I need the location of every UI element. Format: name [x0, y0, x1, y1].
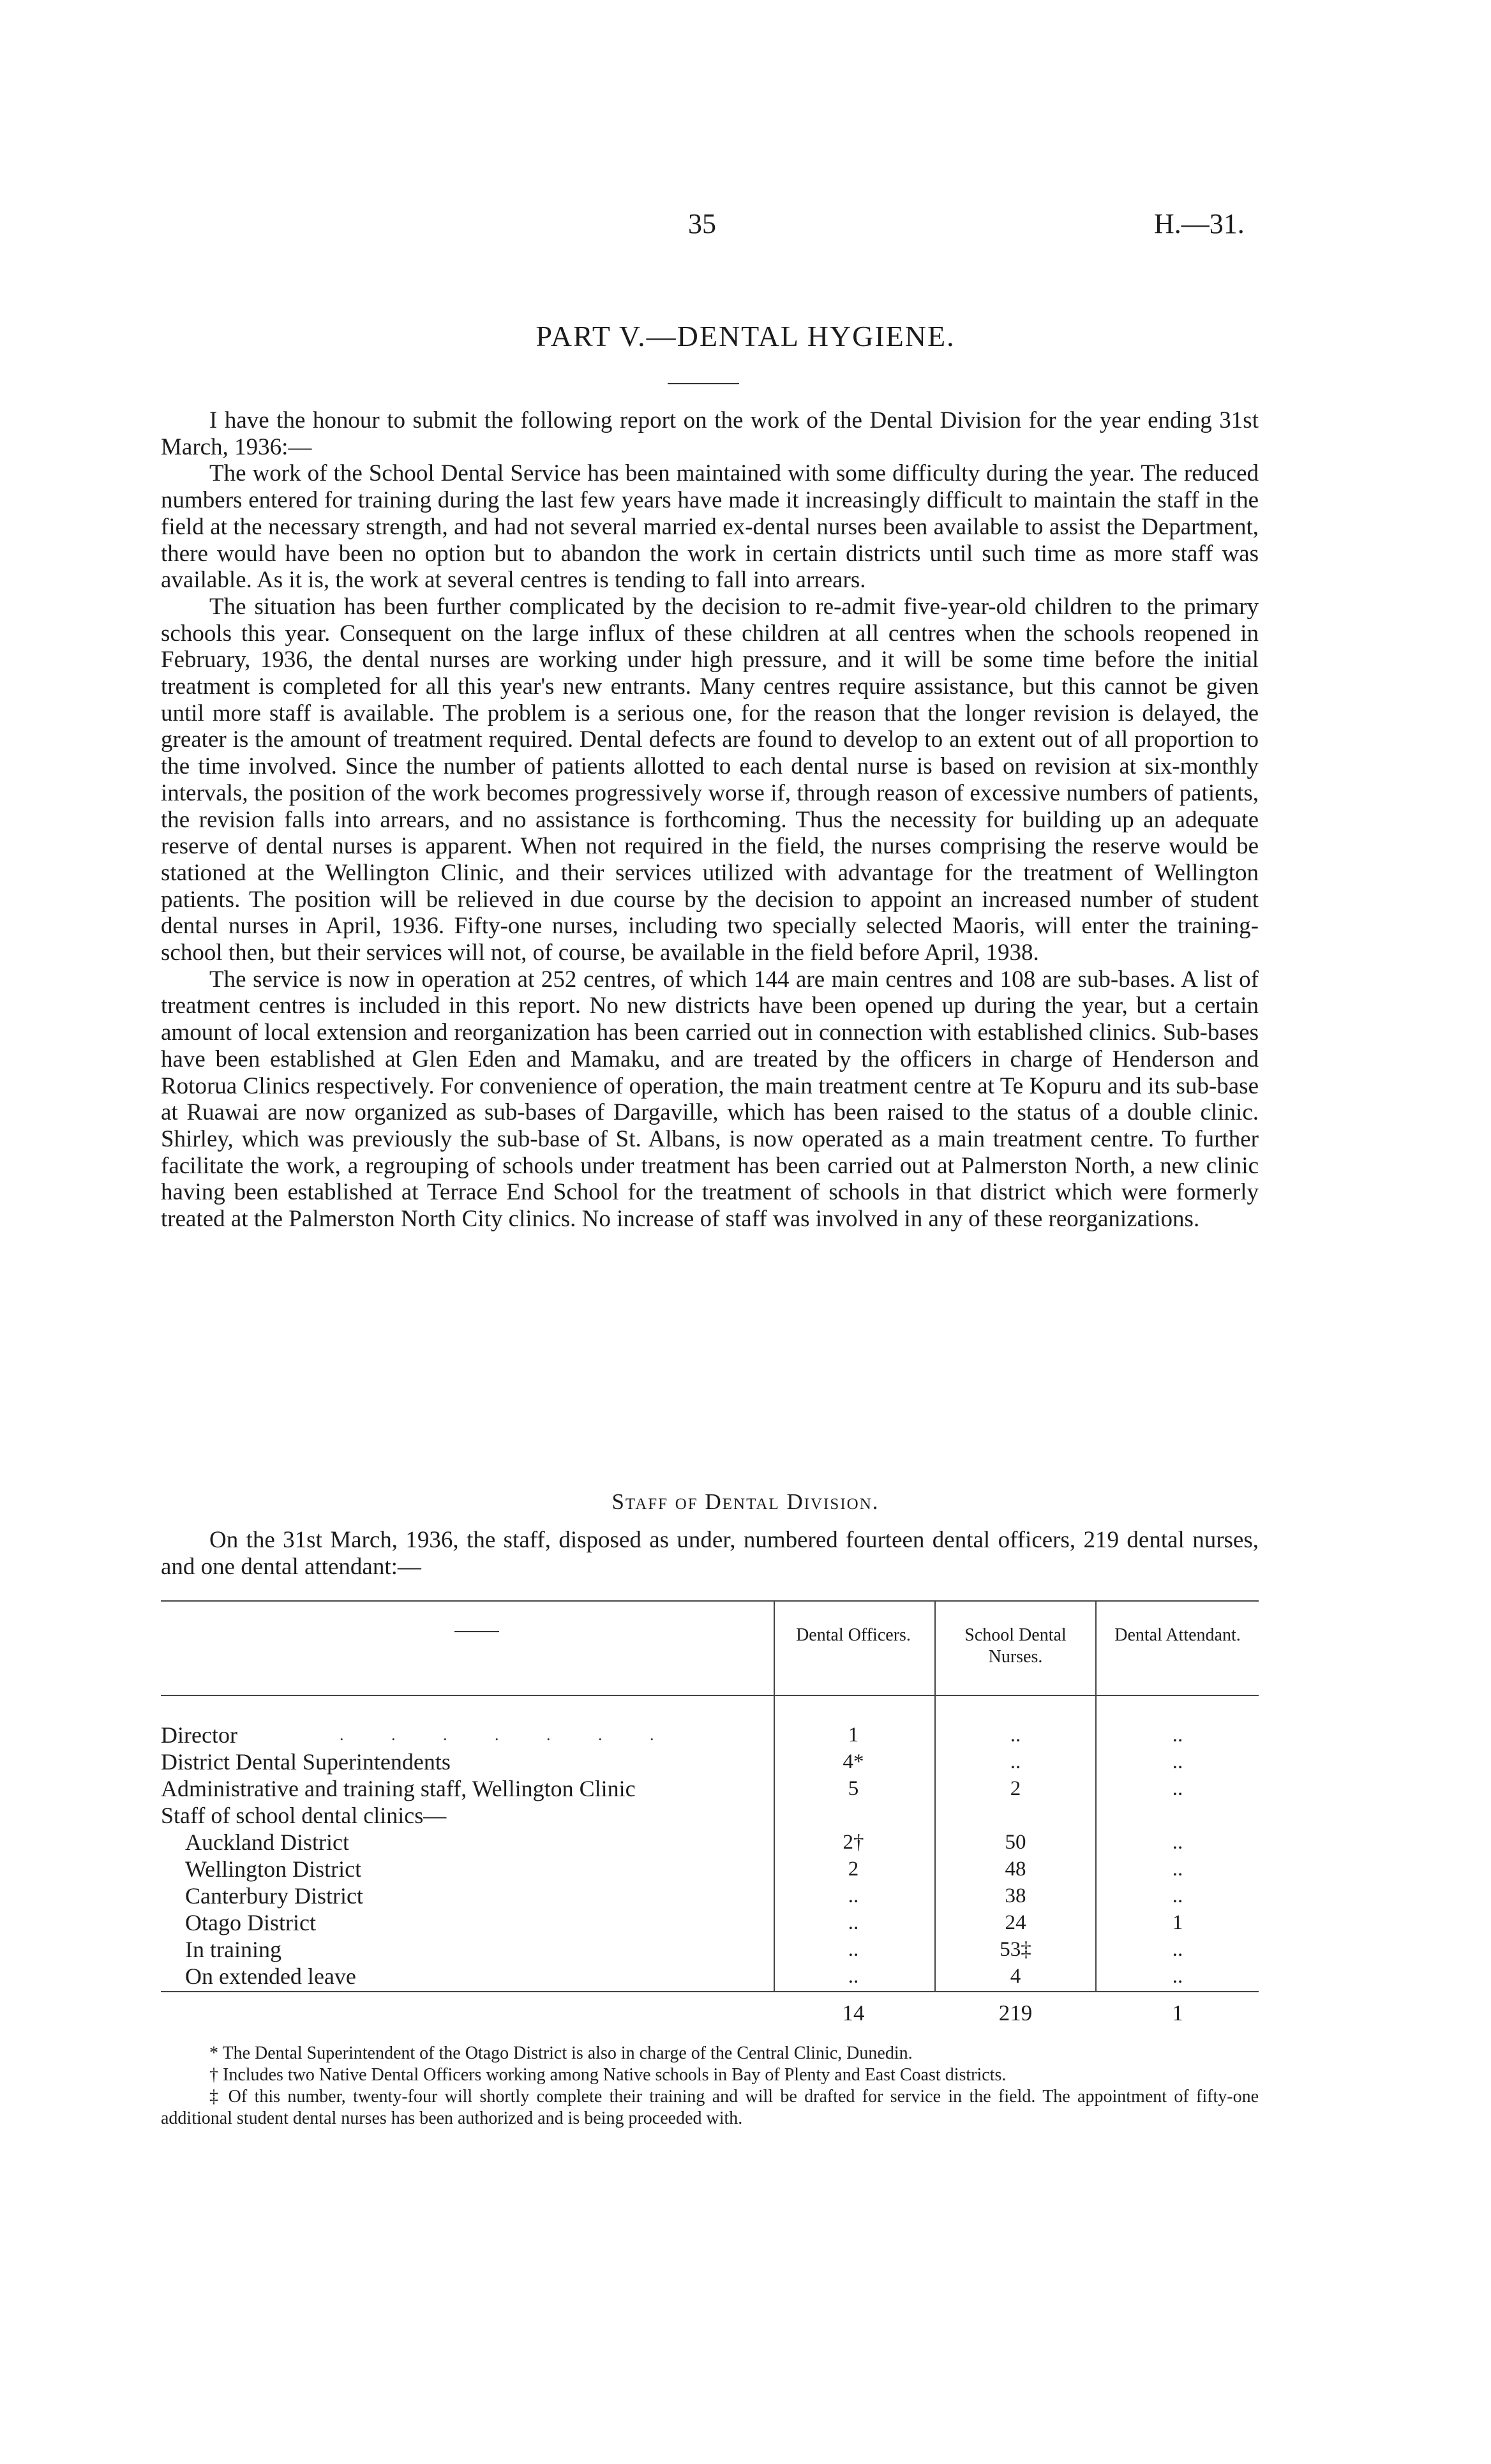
- officers-cell: 4*: [843, 1750, 864, 1773]
- officers-cell: ..: [848, 1911, 859, 1934]
- nurses-cell: 38: [1005, 1884, 1026, 1907]
- nurses-cell: ..: [1010, 1750, 1021, 1773]
- officers-cell: ..: [848, 1938, 859, 1961]
- attendant-cell: ..: [1172, 1938, 1183, 1961]
- part-title: PART V.—DENTAL HYGIENE.: [536, 320, 955, 352]
- attendant-cell: ..: [1172, 1724, 1183, 1747]
- officers-cell: ..: [848, 1884, 859, 1907]
- officers-total: 14: [842, 2001, 865, 2025]
- paragraph-centres: The service is now in operation at 252 centres, of which 144 are main centres and 108 are sub-bases. A list of treatment centres is included in this report. No new districts have been opened up during the year, but a certain amount of local extension and reorganization has been carried out in connection with established clinics. Sub-bases have been established at Glen Eden and Mamaku, and are treated by the officers in charge of Henderson and Rotorua Clinics respectively. For convenience of operation, the main treatment centre at Te Kopuru and its sub-base at Ruawai are now organized as sub-bases of Dargaville, which has been raised to the status of a double clinic. Shirley, which was previously the sub-base of St. Albans, is now operated as a main treatment centre. To further facilitate the work, a regrouping of schools under treatment has been carried out at Palmerston North, a new clinic having been established at Terrace End School for the treatment of schools in that district which were formerly treated at the Palmerston North City clinics. No increase of staff was involved in any of these reorganizations.: [161, 966, 1259, 1233]
- table-row: [161, 1829, 1259, 1856]
- attendant-cell: ..: [1172, 1831, 1183, 1854]
- table-header-rule: [161, 1695, 1259, 1696]
- table-row: [161, 1882, 1259, 1909]
- attendant-cell: ..: [1172, 1965, 1183, 1988]
- label-column-header-dash: [454, 1631, 499, 1632]
- table-row: [161, 1802, 1259, 1829]
- table-row: [161, 1775, 1259, 1802]
- table-top-rule: [161, 1600, 1259, 1602]
- row-label: Canterbury District: [185, 1883, 363, 1909]
- document-reference: H.—31.: [1154, 208, 1245, 239]
- nurses-cell: 50: [1005, 1831, 1026, 1854]
- row-label: Wellington District: [185, 1856, 362, 1882]
- nurses-cell: 53‡: [1000, 1938, 1031, 1961]
- attendant-cell: 1: [1172, 1911, 1183, 1934]
- table-bottom-rule: [161, 1991, 1259, 1992]
- page-header: [0, 207, 1491, 252]
- nurses-cell: 48: [1005, 1858, 1026, 1881]
- table-total-row: [161, 2000, 1259, 2027]
- table-row: [161, 1722, 1259, 1748]
- table-row: [161, 1856, 1259, 1882]
- attendant-total: 1: [1172, 2001, 1183, 2025]
- footnote-otago: * The Dental Superintendent of the Otago District is also in charge of the Central Clinic, Dunedin.: [209, 2043, 913, 2063]
- nurses-cell: ..: [1010, 1724, 1021, 1747]
- nurses-cell: 24: [1005, 1911, 1026, 1934]
- row-label: In training: [185, 1937, 281, 1962]
- officers-cell: ..: [848, 1965, 859, 1988]
- row-label: District Dental Superintendents: [161, 1749, 451, 1775]
- officers-cell: 2: [848, 1858, 859, 1881]
- page-number: 35: [688, 208, 716, 239]
- table-row: [161, 1963, 1259, 1990]
- officers-cell: 2†: [843, 1831, 864, 1854]
- header-dental-attendant: Dental Attendant.: [1114, 1625, 1241, 1645]
- attendant-cell: ..: [1172, 1858, 1183, 1881]
- title-rule: [668, 383, 739, 384]
- attendant-cell: ..: [1172, 1750, 1183, 1773]
- officers-cell: 5: [848, 1777, 859, 1800]
- header-school-dental-nurses: School Dental Nurses.: [964, 1625, 1067, 1667]
- paragraph-intro: I have the honour to submit the following report on the work of the Dental Division for the year ending 31st March, 1936:—: [161, 407, 1259, 460]
- table-row: [161, 1748, 1259, 1775]
- row-label: On extended leave: [185, 1964, 356, 1989]
- table-row: [161, 1909, 1259, 1936]
- nurses-cell: 2: [1010, 1777, 1021, 1800]
- officers-cell: 1: [848, 1724, 859, 1747]
- nurses-cell: 4: [1010, 1965, 1021, 1988]
- row-label: Otago District: [185, 1910, 316, 1935]
- report-body: [161, 407, 1259, 1233]
- staff-intro-text: On the 31st March, 1936, the staff, disposed as under, numbered fourteen dental officers, 219 dental nurses, and one dental attendant:—: [161, 1527, 1259, 1580]
- paragraph-staffing: The work of the School Dental Service has been maintained with some difficulty during the year. The reduced numbers entered for training during the last few years have made it increasingly difficult to maintain the staff in the field at the necessary strength, and had not several married ex-dental nurses been available to assist the Department, there would have been no option but to abandon the work in certain districts until such time as more staff was available. As it is, the work at several centres is tending to fall into arrears.: [161, 460, 1259, 594]
- attendant-cell: ..: [1172, 1777, 1183, 1800]
- staff-section-heading: Staff of Dental Division.: [611, 1489, 880, 1514]
- row-label: Administrative and training staff, Wellington Clinic: [161, 1776, 636, 1801]
- dot-leader: . . . . . . .: [340, 1725, 676, 1744]
- footnotes: [161, 2043, 1259, 2130]
- header-dental-officers: Dental Officers.: [796, 1625, 911, 1645]
- nurses-total: 219: [998, 2001, 1033, 2025]
- footnote-native-officers: † Includes two Native Dental Officers working among Native schools in Bay of Plenty and East Coast districts.: [209, 2065, 1007, 2085]
- attendant-cell: ..: [1172, 1884, 1183, 1907]
- row-label: Auckland District: [185, 1829, 349, 1855]
- row-label: Director: [161, 1722, 237, 1748]
- staff-table: [161, 1600, 1259, 2025]
- footnote-training: ‡ Of this number, twenty-four will shortly complete their training and will be drafted for service in the field. The appointment of fifty-one additional student dental nurses has been authorized and is being proceeded with.: [161, 2087, 1259, 2128]
- staff-intro: [161, 1527, 1259, 1580]
- paragraph-situation: The situation has been further complicated by the decision to re-admit five-year-old children to the primary schools this year. Consequent on the large influx of these children at all centres when the schools reopened in February, 1936, the dental nurses are working under high pressure, and it will be some time before the initial treatment is completed for all this year's new entrants. Many centres require assistance, but this cannot be given until more staff is available. The problem is a serious one, for the reason that the longer revision is delayed, the greater is the amount of treatment required. Dental defects are found to develop to an extent out of all proportion to the time involved. Since the number of patients allotted to each dental nurse is based on revision at six-monthly intervals, the position of the work becomes progressively worse if, through reason of excessive numbers of patients, the revision falls into arrears, and no assistance is forthcoming. Thus the necessity for building up an adequate reserve of dental nurses is apparent. When not required in the field, the nurses comprising the reserve would be stationed at the Wellington Clinic, and their services utilized with advantage for the treatment of Wellington patients. The position will be relieved in due course by the decision to appoint an increased number of student dental nurses in April, 1936. Fifty-one nurses, including two specially selected Maoris, will enter the training-school then, but their services will not, of course, be available in the field before April, 1938.: [161, 593, 1259, 966]
- row-label: Staff of school dental clinics—: [161, 1803, 447, 1828]
- table-row: [161, 1936, 1259, 1963]
